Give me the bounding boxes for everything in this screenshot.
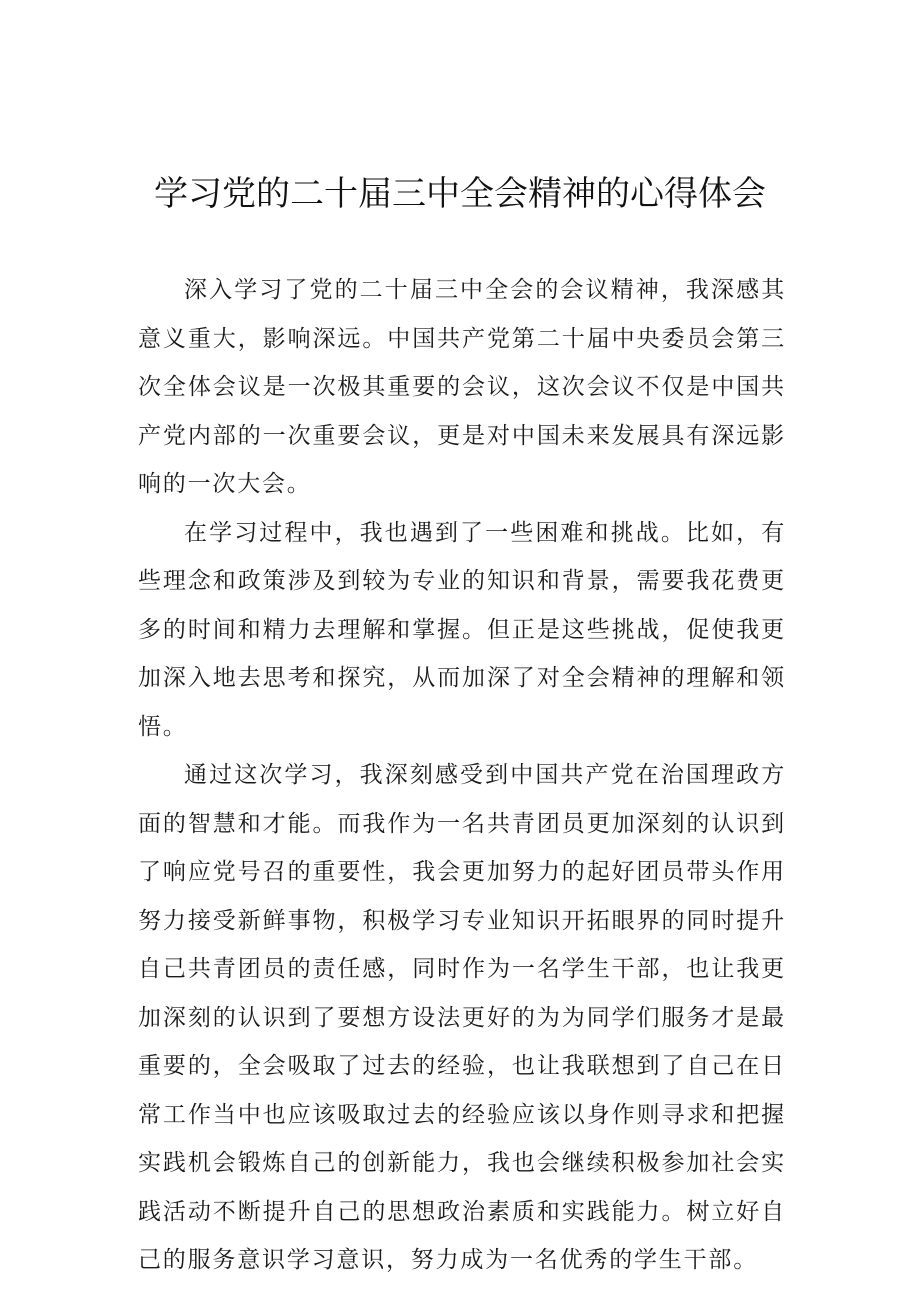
paragraph-1: 深入学习了党的二十届三中全会的会议精神，我深感其意义重大，影响深远。中国共产党第二十届中央委员会第三次全体会议是一次极其重要的会议，这次会议不仅是中国共产党内部的一次重要会议，更是对中国未来发展具有深远影响的一次大会。 [138, 277, 786, 497]
document-title: 学习党的二十届三中全会精神的心得体会 [154, 174, 766, 214]
paragraph-2: 在学习过程中，我也遇到了一些困难和挑战。比如，有些理念和政策涉及到较为专业的知识和背景，需要我花费更多的时间和精力去理解和掌握。但正是这些挑战，促使我更加深入地去思考和探究，从而加深了对全会精神的理解和领悟。 [138, 519, 786, 740]
document-body [138, 266, 786, 1285]
paragraph-3: 通过这次学习，我深刻感受到中国共产党在治国理政方面的智慧和才能。而我作为一名共青团员更加深刻的认识到了响应党号召的重要性，我会更加努力的起好团员带头作用努力接受新鲜事物，积极学习专业知识开拓眼界的同时提升自己共青团员的责任感，同时作为一名学生干部，也让我更加深刻的认识到了要想方设法更好的为为同学们服务才是最重要的，全会吸取了过去的经验，也让我联想到了自己在日常工作当中也应该吸取过去的经验应该以身作则寻求和把握实践机会锻炼自己的创新能力，我也会继续积极参加社会实践活动不断提升自己的思想政治素质和实践能力。树立好自己的服务意识学习意识，努力成为一名优秀的学生干部。 [138, 762, 786, 1273]
